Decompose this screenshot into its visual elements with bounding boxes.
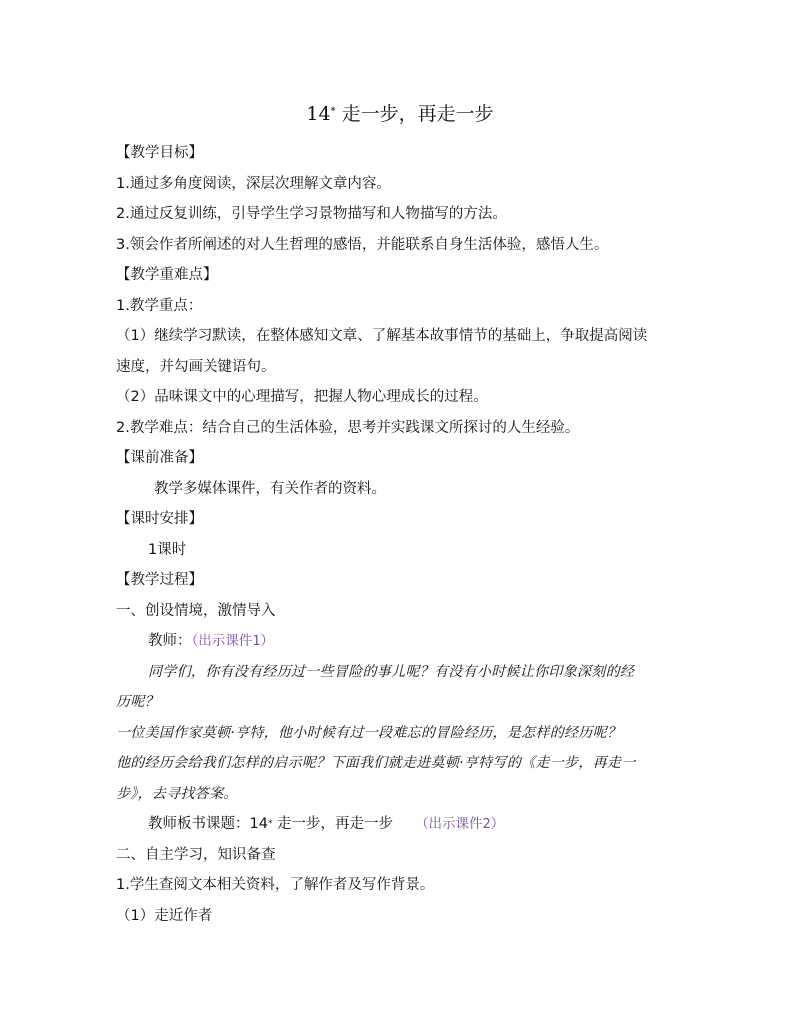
key-point-1: 1.教学重点： xyxy=(116,297,203,314)
paragraph-1-line1: 同学们，你有没有经历过一些冒险的事儿呢？有没有小时候让你印象深刻的经 xyxy=(148,663,635,680)
goal-1: 1.通过多角度阅读，深层次理解文章内容。 xyxy=(116,175,391,192)
study-step-1a: （1）走近作者 xyxy=(116,907,213,924)
preparation-text: 教学多媒体课件，有关作者的资料。 xyxy=(154,480,386,497)
section-2-title: 二、自主学习，知识备查 xyxy=(116,846,276,863)
board-mark: * xyxy=(267,819,273,829)
title-mark: * xyxy=(330,106,336,117)
key-point-1b: （2）品味课文中的心理描写，把握人物心理成长的过程。 xyxy=(116,389,488,405)
teacher-label: 教师： xyxy=(148,633,192,649)
document-title xyxy=(116,98,684,138)
schedule-text: 1课时 xyxy=(148,541,187,558)
courseware-callout-2: （出示课件2） xyxy=(415,816,505,832)
paragraph-1-line2: 历呢？ xyxy=(116,694,159,710)
heading-preparation: 【课前准备】 xyxy=(116,450,203,466)
key-point-1a-line1: （1）继续学习默读，在整体感知文章、了解基本故事情节的基础上，争取提高阅读 xyxy=(116,328,648,344)
goal-3: 3.领会作者所阐述的对人生哲理的感悟，并能联系自身生活体验，感悟人生。 xyxy=(116,236,609,253)
board-title: 走一步，再走一步 xyxy=(272,816,394,832)
board-title-line xyxy=(116,809,684,840)
paragraph-2-line2: 他的经历会给我们怎样的启示呢？下面我们就走进莫顿·亨特写的《走一步，再走一 xyxy=(116,755,636,771)
goal-2: 2.通过反复训练，引导学生学习景物描写和人物描写的方法。 xyxy=(116,206,507,222)
board-label: 教师板书课题：14 xyxy=(148,816,268,832)
key-point-2: 2.教学难点：结合自己的生活体验，思考并实践课文所探讨的人生经验。 xyxy=(116,419,580,436)
heading-process: 【教学过程】 xyxy=(116,572,203,588)
heading-goals: 【教学目标】 xyxy=(116,145,203,161)
heading-schedule: 【课时安排】 xyxy=(116,511,203,527)
paragraph-2-line3: 步》，去寻找答案。 xyxy=(116,785,238,802)
title-number: 14 xyxy=(306,103,331,125)
heading-key-points: 【教学重难点】 xyxy=(116,267,218,283)
section-1-title: 一、创设情境，激情导入 xyxy=(116,602,276,619)
courseware-callout-1: （出示课件1） xyxy=(191,633,274,649)
study-step-1: 1.学生查阅文本相关资料，了解作者及写作背景。 xyxy=(116,877,435,893)
teacher-line-1 xyxy=(116,626,684,657)
paragraph-2-line1: 一位美国作家莫顿·亨特，他小时候有过一段难忘的冒险经历，是怎样的经历呢？ xyxy=(116,724,622,741)
key-point-1a-line2: 速度，并勾画关键语句。 xyxy=(116,358,276,375)
title-text: 走一步，再走一步 xyxy=(335,103,494,125)
